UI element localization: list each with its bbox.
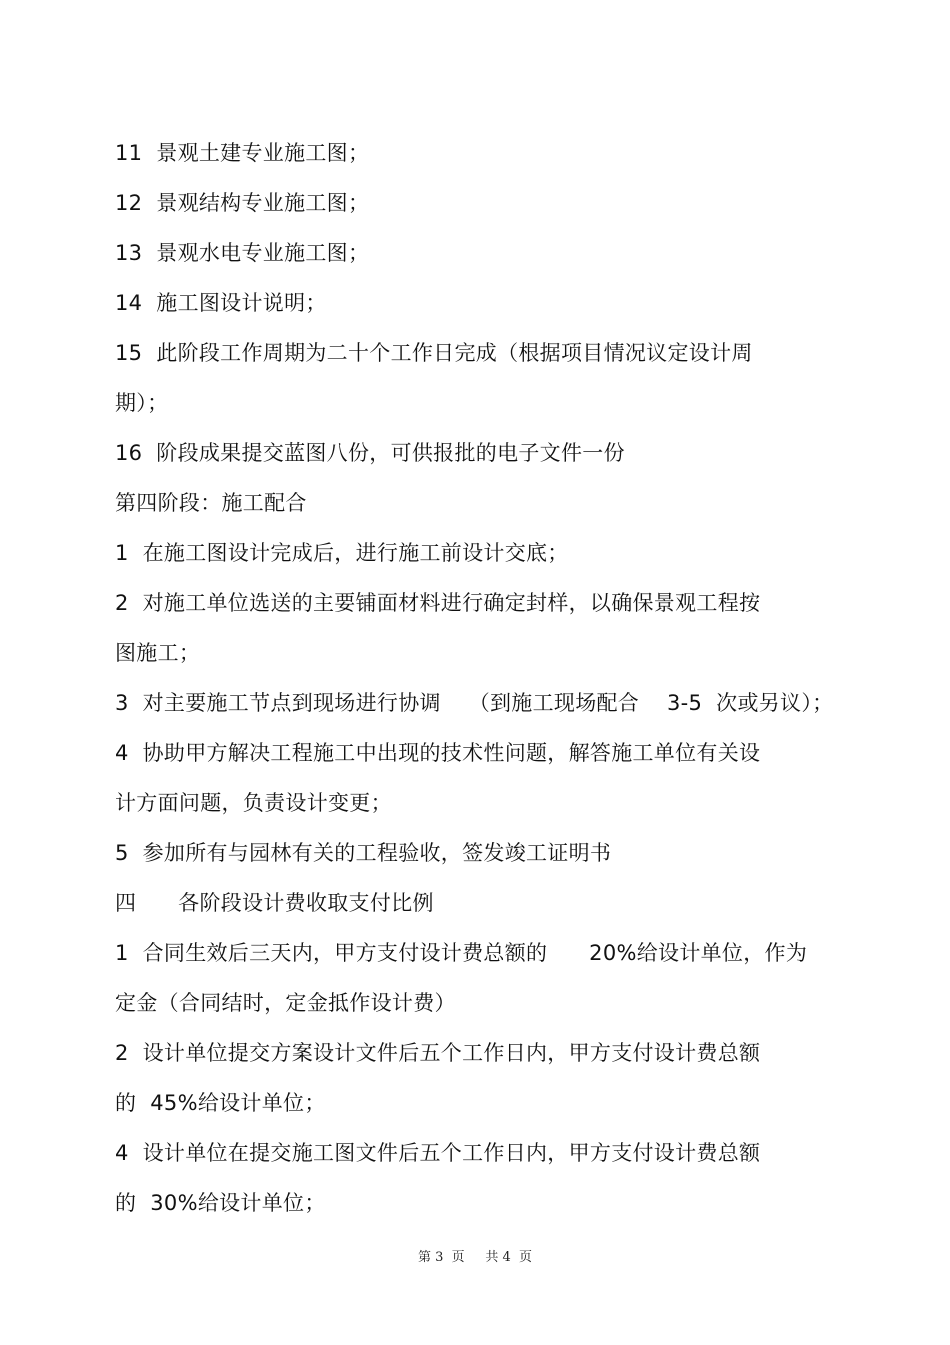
text-line: 计方面问题，负责设计变更； (115, 791, 392, 815)
document-body (115, 128, 875, 1228)
text-line: 14 施工图设计说明； (115, 291, 327, 315)
text-line: 图施工； (115, 641, 201, 665)
text-line: 16 阶段成果提交蓝图八份，可供报批的电子文件一份 (115, 441, 625, 465)
text-line: 的 45%给设计单位； (115, 1091, 326, 1115)
text-line: 2 设计单位提交方案设计文件后五个工作日内，甲方支付设计费总额 (115, 1041, 761, 1065)
text-line: 13 景观水电专业施工图； (115, 241, 370, 265)
text-line: 的 30%给设计单位； (115, 1191, 326, 1215)
text-line: 3 对主要施工节点到现场进行协调 （到施工现场配合 3-5 次或另议）； (115, 691, 834, 715)
text-line: 4 设计单位在提交施工图文件后五个工作日内，甲方支付设计费总额 (115, 1141, 761, 1165)
text-line: 15 此阶段工作周期为二十个工作日完成（根据项目情况议定设计周 (115, 341, 753, 365)
text-line: 期）； (115, 391, 169, 415)
text-line: 5 参加所有与园林有关的工程验收，签发竣工证明书 (115, 841, 612, 865)
section-heading: 四 各阶段设计费收取支付比例 (115, 891, 434, 915)
text-line: 2 对施工单位选送的主要铺面材料进行确定封样，以确保景观工程按 (115, 591, 761, 615)
text-line: 定金（合同结时，定金抵作设计费） (115, 991, 456, 1015)
page-number: 第 3 页 共 4 页 (418, 1250, 532, 1265)
text-line: 4 协助甲方解决工程施工中出现的技术性问题，解答施工单位有关设 (115, 741, 761, 765)
text-line: 1 合同生效后三天内，甲方支付设计费总额的 20%给设计单位，作为 (115, 941, 808, 965)
text-line: 11 景观土建专业施工图； (115, 141, 370, 165)
text-line: 1 在施工图设计完成后，进行施工前设计交底； (115, 541, 569, 565)
section-heading: 第四阶段：施工配合 (115, 491, 307, 515)
text-line: 12 景观结构专业施工图； (115, 191, 370, 215)
